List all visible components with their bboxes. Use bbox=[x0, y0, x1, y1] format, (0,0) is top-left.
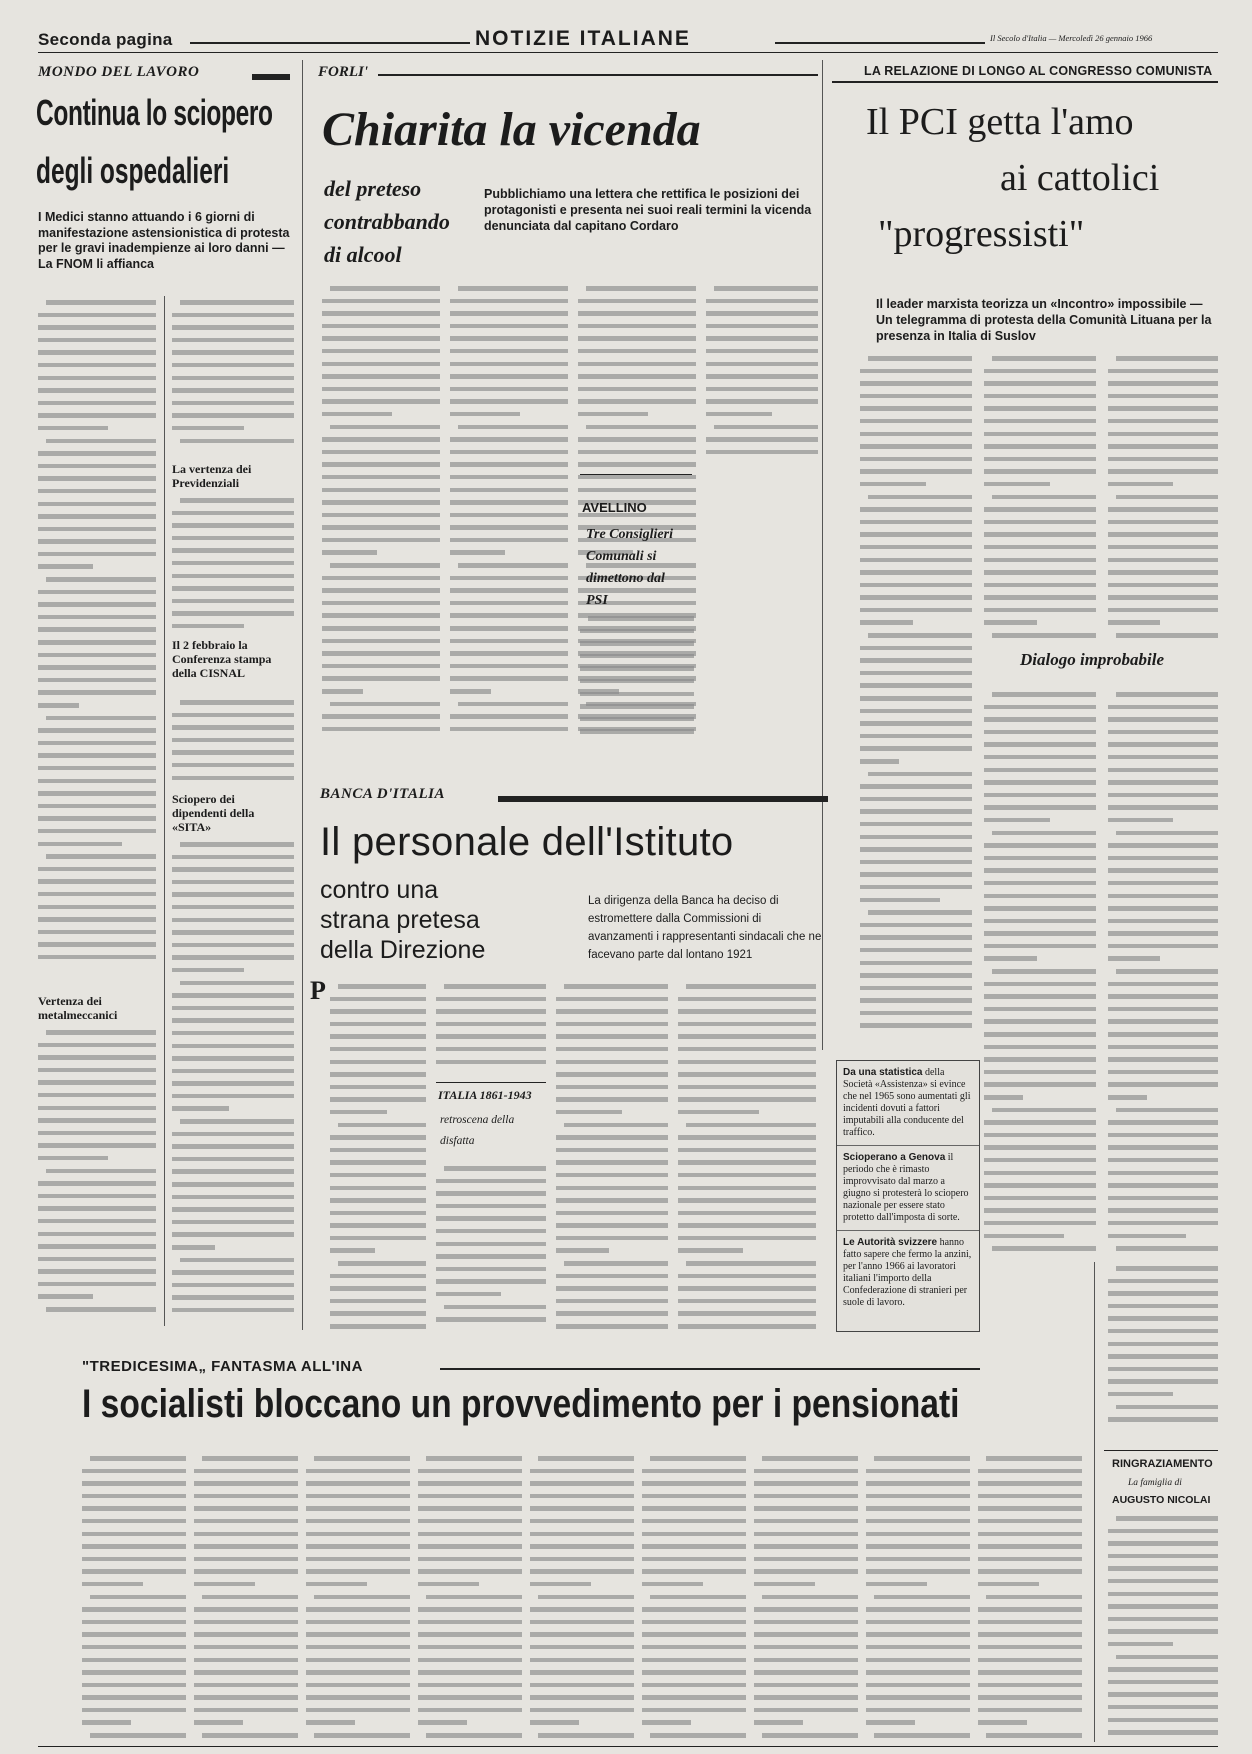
subhead-conferenza-stampa: Il 2 febbraio la Conferenza stampa della CISNAL bbox=[172, 638, 272, 680]
box-item1-lead: Da una statistica bbox=[843, 1067, 923, 1078]
ringraziamento-name: AUGUSTO NICOLAI bbox=[1112, 1494, 1211, 1506]
box-item2-lead: Scioperano a Genova bbox=[843, 1152, 946, 1163]
article-body-pci-6 bbox=[1108, 1262, 1218, 1436]
box-item3-text: hanno fatto sapere che fermo la anzini, per l'anno 1966 ai lavoratori italiani l'importo della Confederazione di stranieri per suole di lavoro. bbox=[843, 1237, 972, 1308]
article-body-pci-5 bbox=[1108, 688, 1218, 1256]
deck-forli: Pubblichiamo una lettera che rettifica le posizioni dei protagonisti e presenta nei suoi reali termini la vicenda denunciata dal capitano Cordaro bbox=[484, 187, 812, 233]
headline-banca-sub1: contro una bbox=[320, 876, 439, 904]
subhead-metalmeccanici: Vertenza dei metalmeccanici bbox=[38, 994, 118, 1022]
article-body-pci-4 bbox=[984, 688, 1096, 1256]
kicker-banca: BANCA D'ITALIA bbox=[320, 786, 445, 802]
ringraziamento-line1: La famiglia di bbox=[1128, 1478, 1182, 1488]
dropcap-banca: P bbox=[310, 976, 326, 1005]
article-body-ina-8 bbox=[866, 1452, 970, 1742]
headline-banca-sub3: della Direzione bbox=[320, 936, 486, 964]
column-divider-1 bbox=[164, 296, 165, 1326]
headline-banca-sub2: strana pretesa bbox=[320, 906, 480, 934]
article-body-ina-1 bbox=[82, 1452, 186, 1742]
article-body-ina-6 bbox=[642, 1452, 746, 1742]
article-body-metalmeccanici bbox=[38, 1026, 156, 1326]
headline-italia: retroscena della disfatta bbox=[440, 1114, 515, 1147]
subhead-dialogo: Dialogo improbabile bbox=[1020, 650, 1165, 669]
page-dateline: Il Secolo d'Italia — Mercoledì 26 gennaio 1966 bbox=[990, 33, 1153, 43]
article-body-ina-5 bbox=[530, 1452, 634, 1742]
kicker-tredicesima: "TREDICESIMA„ FANTASMA ALL'INA bbox=[82, 1358, 363, 1375]
box-item3-lead: Le Autorità svizzere bbox=[843, 1237, 938, 1248]
deck-medici: I Medici stanno attuando i 6 giorni di manifestazione astensionistica di protesta per le gravi inadempienze ai loro danni — La FNOM li affianca bbox=[38, 210, 290, 271]
article-body-pci-3 bbox=[1108, 352, 1218, 648]
box-item2-text: il periodo che è rimasto improvvisato dal marzo a giugno si protesterà lo sciopero nazionale per essere stato protetto dall'imposta di sorte. bbox=[843, 1152, 969, 1223]
article-body-ina-9 bbox=[978, 1452, 1082, 1742]
article-body-ina-2 bbox=[194, 1452, 298, 1742]
subhead-sciopero-sita: Sciopero dei dipendenti della «SITA» bbox=[172, 792, 255, 834]
ringraziamento-title: RINGRAZIAMENTO bbox=[1112, 1458, 1213, 1470]
kicker-mondo-lavoro: MONDO DEL LAVORO bbox=[38, 64, 200, 80]
article-body-sciopero bbox=[38, 296, 156, 976]
headline-sciopero-line1: Continua lo sciopero bbox=[36, 92, 273, 133]
header-bottom-rule bbox=[38, 52, 1218, 53]
headline-pci-line2: ai cattolici bbox=[1000, 157, 1160, 199]
kicker-avellino: AVELLINO bbox=[582, 500, 647, 515]
kicker-forli-rule bbox=[378, 74, 818, 76]
article-body-ina-4 bbox=[418, 1452, 522, 1742]
article-body-forli-1 bbox=[322, 282, 440, 748]
article-body-banca-1 bbox=[330, 980, 426, 1336]
kicker-italia: ITALIA 1861-1943 bbox=[438, 1088, 532, 1102]
headline-sciopero-line2: degli ospedalieri bbox=[36, 150, 230, 191]
deck-banca: La dirigenza della Banca ha deciso di estromettere dalla Commissioni di avanzamenti i rappresentanti sindacali che ne facevano parte dal lontano 1921 bbox=[588, 895, 822, 961]
kicker-tredicesima-rule bbox=[440, 1368, 980, 1370]
article-body-previdenziali bbox=[172, 494, 294, 634]
headline-socialisti: I socialisti bloccano un provvedimento per i pensionati bbox=[82, 1382, 960, 1426]
article-body-forli-4 bbox=[706, 282, 818, 468]
news-box bbox=[836, 1060, 980, 1332]
article-body-banca-2 bbox=[436, 980, 546, 1076]
kicker-pci-rule bbox=[832, 81, 1218, 83]
article-body-sita bbox=[172, 838, 294, 1326]
headline-pci-line3: "progressisti" bbox=[878, 213, 1085, 255]
column-divider-2 bbox=[302, 60, 303, 1330]
italia-rule-top bbox=[436, 1082, 546, 1083]
header-rule-right bbox=[775, 42, 985, 44]
kicker-forli: FORLI' bbox=[318, 64, 369, 80]
deck-pci: Il leader marxista teorizza un «Incontro» impossibile — Un telegramma di protesta della Comunità Lituana per la presenza in Italia di Suslov bbox=[876, 297, 1212, 343]
article-body-sciopero-col2 bbox=[172, 296, 294, 456]
kicker-pci: LA RELAZIONE DI LONGO AL CONGRESSO COMUNISTA bbox=[864, 64, 1213, 78]
article-body-ina-7 bbox=[754, 1452, 858, 1742]
section-title: NOTIZIE ITALIANE bbox=[475, 27, 691, 50]
headline-contrabbando: del preteso contrabbando di alcool bbox=[324, 176, 450, 267]
article-body-banca-4 bbox=[678, 980, 816, 1336]
article-body-ina-3 bbox=[306, 1452, 410, 1742]
article-body-italia bbox=[436, 1162, 546, 1336]
article-body-forli-2 bbox=[450, 282, 568, 748]
subhead-previdenziali: La vertenza dei Previdenziali bbox=[172, 462, 252, 490]
avellino-rule-top bbox=[580, 474, 692, 475]
headline-personale: Il personale dell'Istituto bbox=[320, 820, 734, 864]
page-bottom-rule bbox=[38, 1746, 1218, 1747]
ringraziamento-rule bbox=[1104, 1450, 1218, 1451]
article-body-pci-1 bbox=[860, 352, 972, 1040]
article-body-avellino bbox=[580, 612, 694, 748]
column-divider-ringraziamento bbox=[1094, 1262, 1095, 1742]
headline-avellino: Tre Consiglieri Comunali si dimettono dal PSI bbox=[586, 527, 673, 608]
ringraziamento-body bbox=[1108, 1512, 1218, 1742]
header-rule-left bbox=[190, 42, 470, 44]
article-body-banca-3 bbox=[556, 980, 668, 1336]
article-body-pci-2 bbox=[984, 352, 1096, 648]
section-label: Seconda pagina bbox=[38, 30, 173, 49]
kicker-banca-rule bbox=[498, 796, 828, 802]
headline-chiarita: Chiarita la vicenda bbox=[322, 103, 701, 156]
headline-pci-line1: Il PCI getta l'amo bbox=[866, 101, 1134, 143]
box-item1-text: della Società «Assistenza» si evince che nel 1965 sono aumentati gli incidenti dovuti a fattori imputabili alla conducente del traffico. bbox=[843, 1067, 971, 1138]
kicker-bar bbox=[252, 74, 290, 80]
article-body-conferenza bbox=[172, 696, 294, 786]
